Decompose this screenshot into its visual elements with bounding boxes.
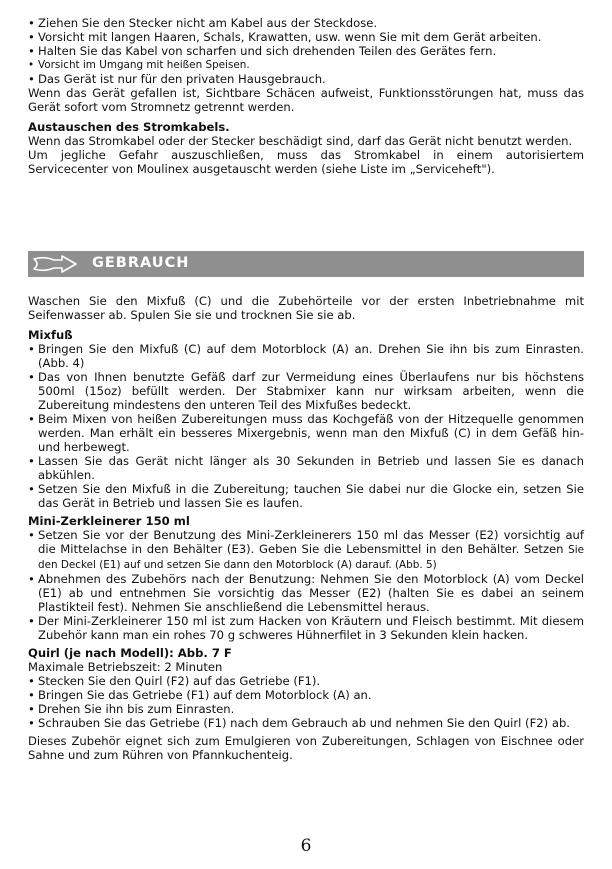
safety-bullet: • Halten Sie das Kabel von scharfen und sich drehenden Teilen des Gerätes fern. [28, 44, 584, 58]
mini-heading: Mini-Zerkleinerer 150 ml [28, 514, 190, 528]
mini-bullet-small-text: Sie den Deckel (E1) auf und setzen Sie dann den Motorblock (A) darauf. (Abb. 5) [38, 544, 585, 571]
mini-bullet [28, 528, 584, 572]
safety-bullet: • Ziehen Sie den Stecker nicht am Kabel aus der Steckdose. [28, 16, 584, 30]
damage-paragraph: Wenn das Gerät gefallen ist, Sichtbare Schäcen aufweist, Funktionsstörungen hat, muss das Gerät sofort vom Stromnetz getrennt werden. [28, 86, 584, 114]
closing-paragraph: Dieses Zubehör eignet sich zum Emulgieren von Zubereitungen, Schlagen von Eischnee oder Sahne und zum Rühren von Pfannkuchenteig. [28, 734, 584, 762]
cable-paragraph: Wenn das Stromkabel oder der Stecker beschädigt sind, darf das Gerät nicht benutzt werden. [28, 134, 573, 148]
safety-bullet: • Das Gerät ist nur für den privaten Hausgebrauch. [28, 72, 584, 86]
mixfuss-heading: Mixfuß [28, 328, 73, 342]
section-banner [28, 251, 584, 277]
cable-heading: Austauschen des Stromkabels. [28, 120, 230, 134]
mixfuss-bullet: • Lassen Sie das Gerät nicht länger als 30 Sekunden in Betrieb und lassen Sie es danach abkühlen. [28, 454, 584, 482]
top-section [28, 16, 584, 176]
quirl-bullet: • Schrauben Sie das Getriebe (F1) nach dem Gebrauch ab und nehmen Sie den Quirl (F2) ab. [28, 716, 584, 730]
cable-paragraph: Um jegliche Gefahr auszuschließen, muss das Stromkabel in einem autorisiertem Servicecenter von Moulinex ausgetauscht werden (siehe Liste im „Serviceheft"). [28, 148, 584, 176]
quirl-bullet: • Drehen Sie ihn bis zum Einrasten. [28, 702, 584, 716]
usage-section [28, 294, 584, 762]
arrow-icon [32, 254, 78, 274]
quirl-bullet: • Stecken Sie den Quirl (F2) auf das Getriebe (F1). [28, 674, 584, 688]
mini-bullet-text: Setzen Sie vor der Benutzung des Mini-Zerkleinerers 150 ml das Messer (E2) vorsichtig auf die Mittelachse in den Behälter (E3). Geben Sie die Lebensmittel in den Behälter. Setzen [38, 528, 584, 556]
safety-bullet: • Vorsicht mit langen Haaren, Schals, Krawatten, usw. wenn Sie mit dem Gerät arbeiten. [28, 30, 584, 44]
quirl-subheading: Maximale Betriebszeit: 2 Minuten [28, 660, 223, 674]
mixfuss-bullet: • Bringen Sie den Mixfuß (C) auf dem Motorblock (A) an. Drehen Sie ihn bis zum Einrasten. (Abb. 4) [28, 342, 584, 370]
quirl-heading: Quirl (je nach Modell): Abb. 7 F [28, 646, 232, 660]
mini-bullet: • Der Mini-Zerkleinerer 150 ml ist zum Hacken von Kräutern und Fleisch bestimmt. Mit diesem Zubehör kann man ein rohes 70 g schweres Hühnerfilet in 3 Sekunden klein hacken. [28, 614, 584, 642]
mixfuss-bullet: • Das von Ihnen benutzte Gefäß darf zur Vermeidung eines Überlaufens nur bis höchstens 500ml (15oz) befüllt werden. Der Stabmixer kann nur wirksam arbeiten, wenn die Zubereitung mindestens den unteren Teil des Mixfußes bedeckt. [28, 370, 584, 412]
mixfuss-bullet: • Setzen Sie den Mixfuß in die Zubereitung; tauchen Sie dabei nur die Glocke ein, setzen Sie das Gerät in Betrieb und lassen Sie es laufen. [28, 482, 584, 510]
intro-paragraph: Waschen Sie den Mixfuß (C) und die Zubehörteile vor der ersten Inbetriebnahme mit Seifenwasser ab. Spulen Sie sie und trocknen Sie sie ab. [28, 294, 584, 322]
safety-bullet: • Vorsicht im Umgang mit heißen Speisen. [28, 58, 584, 72]
mini-bullet: • Abnehmen des Zubehörs nach der Benutzung: Nehmen Sie den Motorblock (A) vom Deckel (E1) ab und entnehmen Sie vorsichtig das Messer (E2) (halten Sie es dabei an seinem Plastikteil fest). Nehmen Sie anschließend die Lebensmittel heraus. [28, 572, 584, 614]
page-number: 6 [300, 836, 312, 856]
section-title: GEBRAUCH [92, 255, 190, 271]
mixfuss-bullet: • Beim Mixen von heißen Zubereitungen muss das Kochgefäß von der Hitzequelle genommen werden. Man erhält ein besseres Mixergebnis, wenn man den Mixfuß (C) in dem Gefäß hin- und herbewegt. [28, 412, 584, 454]
quirl-bullet: • Bringen Sie das Getriebe (F1) auf dem Motorblock (A) an. [28, 688, 584, 702]
